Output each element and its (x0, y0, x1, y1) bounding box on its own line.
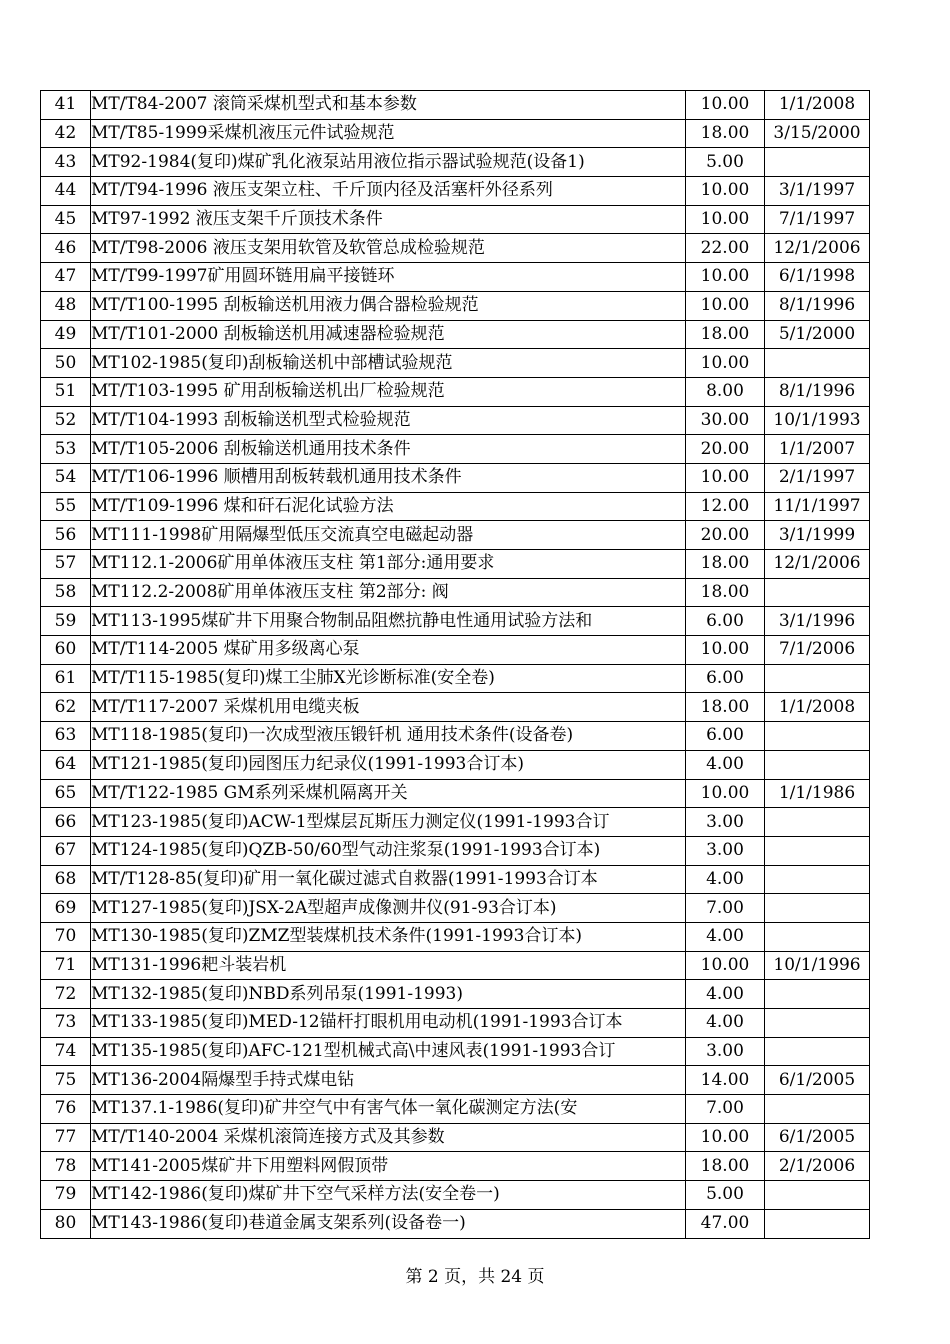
date-cell (765, 1009, 870, 1038)
standard-title: MT118-1985(复印)一次成型液压锻钎机 通用技术条件(设备卷) (91, 722, 686, 751)
standard-title: MT/T140-2004 采煤机滚筒连接方式及其参数 (91, 1123, 686, 1152)
date-cell: 6/1/2005 (765, 1066, 870, 1095)
standard-title: MT/T99-1997矿用圆环链用扁平接链环 (91, 263, 686, 292)
price-cell: 10.00 (686, 951, 765, 980)
price-cell: 10.00 (686, 463, 765, 492)
table-row (41, 205, 870, 234)
table-row (41, 463, 870, 492)
price-cell: 3.00 (686, 1037, 765, 1066)
date-cell (765, 1181, 870, 1210)
row-number: 76 (41, 1095, 91, 1124)
standard-title: MT141-2005煤矿井下用塑料网假顶带 (91, 1152, 686, 1181)
table-row (41, 808, 870, 837)
price-cell: 3.00 (686, 836, 765, 865)
standard-title: MT92-1984(复印)煤矿乳化液泵站用液位指示器试验规范(设备1) (91, 148, 686, 177)
row-number: 72 (41, 980, 91, 1009)
date-cell (765, 148, 870, 177)
standard-title: MT142-1986(复印)煤矿井下空气采样方法(安全卷一) (91, 1181, 686, 1210)
row-number: 80 (41, 1209, 91, 1238)
price-cell: 18.00 (686, 119, 765, 148)
date-cell (765, 980, 870, 1009)
standard-title: MT/T84-2007 滚筒采煤机型式和基本参数 (91, 91, 686, 120)
row-number: 66 (41, 808, 91, 837)
table-row (41, 980, 870, 1009)
table-row (41, 836, 870, 865)
price-cell: 18.00 (686, 320, 765, 349)
table-row (41, 779, 870, 808)
row-number: 79 (41, 1181, 91, 1210)
standard-title: MT/T94-1996 液压支架立柱、千斤顶内径及活塞杆外径系列 (91, 177, 686, 206)
price-cell: 4.00 (686, 922, 765, 951)
date-cell (765, 808, 870, 837)
date-cell: 1/1/1986 (765, 779, 870, 808)
date-cell: 5/1/2000 (765, 320, 870, 349)
row-number: 53 (41, 435, 91, 464)
price-cell: 8.00 (686, 377, 765, 406)
standard-title: MT/T114-2005 煤矿用多级离心泵 (91, 636, 686, 665)
price-cell: 22.00 (686, 234, 765, 263)
price-cell: 4.00 (686, 1009, 765, 1038)
table-row (41, 349, 870, 378)
standard-title: MT121-1985(复印)园图压力纪录仪(1991-1993合订本) (91, 750, 686, 779)
standard-title: MT130-1985(复印)ZMZ型装煤机技术条件(1991-1993合订本) (91, 922, 686, 951)
date-cell: 2/1/1997 (765, 463, 870, 492)
price-cell: 18.00 (686, 550, 765, 579)
row-number: 62 (41, 693, 91, 722)
date-cell: 8/1/1996 (765, 377, 870, 406)
row-number: 56 (41, 521, 91, 550)
standard-title: MT143-1986(复印)巷道金属支架系列(设备卷一) (91, 1209, 686, 1238)
table-row (41, 607, 870, 636)
date-cell (765, 1095, 870, 1124)
row-number: 45 (41, 205, 91, 234)
table-row (41, 693, 870, 722)
row-number: 75 (41, 1066, 91, 1095)
price-cell: 10.00 (686, 177, 765, 206)
row-number: 50 (41, 349, 91, 378)
table-row (41, 578, 870, 607)
standards-table (40, 90, 870, 1239)
row-number: 52 (41, 406, 91, 435)
standard-title: MT/T128-85(复印)矿用一氧化碳过滤式自救器(1991-1993合订本 (91, 865, 686, 894)
row-number: 69 (41, 894, 91, 923)
standard-title: MT/T104-1993 刮板输送机型式检验规范 (91, 406, 686, 435)
date-cell: 3/1/1997 (765, 177, 870, 206)
row-number: 41 (41, 91, 91, 120)
row-number: 46 (41, 234, 91, 263)
table-row (41, 291, 870, 320)
price-cell: 30.00 (686, 406, 765, 435)
price-cell: 4.00 (686, 865, 765, 894)
table-row (41, 664, 870, 693)
table-row (41, 951, 870, 980)
date-cell (765, 1037, 870, 1066)
table-row (41, 234, 870, 263)
table-row (41, 1123, 870, 1152)
table-row (41, 1152, 870, 1181)
standard-title: MT136-2004隔爆型手持式煤电钻 (91, 1066, 686, 1095)
row-number: 68 (41, 865, 91, 894)
table-body (41, 91, 870, 1239)
standard-title: MT123-1985(复印)ACW-1型煤层瓦斯压力测定仪(1991-1993合订 (91, 808, 686, 837)
price-cell: 10.00 (686, 91, 765, 120)
date-cell: 6/1/2005 (765, 1123, 870, 1152)
date-cell (765, 349, 870, 378)
row-number: 49 (41, 320, 91, 349)
table-row (41, 148, 870, 177)
standard-title: MT97-1992 液压支架千斤顶技术条件 (91, 205, 686, 234)
date-cell: 2/1/2006 (765, 1152, 870, 1181)
row-number: 64 (41, 750, 91, 779)
date-cell: 3/1/1999 (765, 521, 870, 550)
price-cell: 12.00 (686, 492, 765, 521)
row-number: 60 (41, 636, 91, 665)
price-cell: 4.00 (686, 750, 765, 779)
table-row (41, 1209, 870, 1238)
date-cell: 8/1/1996 (765, 291, 870, 320)
row-number: 55 (41, 492, 91, 521)
price-cell: 18.00 (686, 578, 765, 607)
standard-title: MT/T100-1995 刮板输送机用液力偶合器检验规范 (91, 291, 686, 320)
table-row (41, 91, 870, 120)
page-footer: 第 2 页，共 24 页 (405, 1267, 545, 1287)
standard-title: MT127-1985(复印)JSX-2A型超声成像测井仪(91-93合订本) (91, 894, 686, 923)
row-number: 57 (41, 550, 91, 579)
row-number: 42 (41, 119, 91, 148)
date-cell: 3/1/1996 (765, 607, 870, 636)
standard-title: MT/T115-1985(复印)煤工尘肺X光诊断标准(安全卷) (91, 664, 686, 693)
date-cell (765, 722, 870, 751)
table-row (41, 177, 870, 206)
price-cell: 10.00 (686, 1123, 765, 1152)
table-row (41, 1037, 870, 1066)
row-number: 48 (41, 291, 91, 320)
standard-title: MT124-1985(复印)QZB-50/60型气动注浆泵(1991-1993合订本) (91, 836, 686, 865)
price-cell: 5.00 (686, 148, 765, 177)
standard-title: MT111-1998矿用隔爆型低压交流真空电磁起动器 (91, 521, 686, 550)
date-cell (765, 664, 870, 693)
date-cell: 3/15/2000 (765, 119, 870, 148)
date-cell: 7/1/1997 (765, 205, 870, 234)
date-cell: 11/1/1997 (765, 492, 870, 521)
row-number: 61 (41, 664, 91, 693)
date-cell: 12/1/2006 (765, 550, 870, 579)
price-cell: 14.00 (686, 1066, 765, 1095)
standard-title: MT/T122-1985 GM系列采煤机隔离开关 (91, 779, 686, 808)
price-cell: 4.00 (686, 980, 765, 1009)
table-row (41, 550, 870, 579)
standard-title: MT113-1995煤矿井下用聚合物制品阻燃抗静电性通用试验方法和 (91, 607, 686, 636)
standard-title: MT/T117-2007 采煤机用电缆夹板 (91, 693, 686, 722)
table-row (41, 377, 870, 406)
standard-title: MT133-1985(复印)MED-12锚杆打眼机用电动机(1991-1993合订本 (91, 1009, 686, 1038)
date-cell: 1/1/2008 (765, 91, 870, 120)
date-cell (765, 894, 870, 923)
standard-title: MT/T106-1996 顺槽用刮板转载机通用技术条件 (91, 463, 686, 492)
table-row (41, 1009, 870, 1038)
table-row (41, 922, 870, 951)
standard-title: MT/T101-2000 刮板输送机用减速器检验规范 (91, 320, 686, 349)
standard-title: MT/T85-1999采煤机液压元件试验规范 (91, 119, 686, 148)
table-row (41, 722, 870, 751)
price-cell: 10.00 (686, 349, 765, 378)
price-cell: 6.00 (686, 722, 765, 751)
row-number: 74 (41, 1037, 91, 1066)
standard-title: MT/T109-1996 煤和矸石泥化试验方法 (91, 492, 686, 521)
table-row (41, 1181, 870, 1210)
date-cell: 7/1/2006 (765, 636, 870, 665)
row-number: 77 (41, 1123, 91, 1152)
table-row (41, 521, 870, 550)
date-cell: 1/1/2008 (765, 693, 870, 722)
price-cell: 10.00 (686, 205, 765, 234)
price-cell: 20.00 (686, 521, 765, 550)
table-row (41, 406, 870, 435)
row-number: 70 (41, 922, 91, 951)
standard-title: MT135-1985(复印)AFC-121型机械式高\中速风表(1991-1993合订 (91, 1037, 686, 1066)
standard-title: MT/T98-2006 液压支架用软管及软管总成检验规范 (91, 234, 686, 263)
price-cell: 3.00 (686, 808, 765, 837)
date-cell (765, 750, 870, 779)
price-cell: 20.00 (686, 435, 765, 464)
date-cell: 1/1/2007 (765, 435, 870, 464)
price-cell: 47.00 (686, 1209, 765, 1238)
price-cell: 6.00 (686, 607, 765, 636)
date-cell: 10/1/1996 (765, 951, 870, 980)
table-row (41, 320, 870, 349)
standard-title: MT131-1996耙斗装岩机 (91, 951, 686, 980)
standard-title: MT112.2-2008矿用单体液压支柱 第2部分: 阀 (91, 578, 686, 607)
row-number: 73 (41, 1009, 91, 1038)
standard-title: MT112.1-2006矿用单体液压支柱 第1部分:通用要求 (91, 550, 686, 579)
table-row (41, 865, 870, 894)
price-cell: 6.00 (686, 664, 765, 693)
table-row (41, 636, 870, 665)
table-row (41, 894, 870, 923)
price-cell: 5.00 (686, 1181, 765, 1210)
price-cell: 10.00 (686, 779, 765, 808)
row-number: 63 (41, 722, 91, 751)
price-cell: 10.00 (686, 291, 765, 320)
row-number: 44 (41, 177, 91, 206)
date-cell: 12/1/2006 (765, 234, 870, 263)
table-row (41, 1066, 870, 1095)
standard-title: MT132-1985(复印)NBD系列吊泵(1991-1993) (91, 980, 686, 1009)
price-cell: 7.00 (686, 894, 765, 923)
price-cell: 7.00 (686, 1095, 765, 1124)
date-cell (765, 922, 870, 951)
date-cell (765, 578, 870, 607)
price-cell: 18.00 (686, 1152, 765, 1181)
standard-title: MT102-1985(复印)刮板输送机中部槽试验规范 (91, 349, 686, 378)
date-cell (765, 836, 870, 865)
table-row (41, 435, 870, 464)
row-number: 51 (41, 377, 91, 406)
table-row (41, 750, 870, 779)
standard-title: MT137.1-1986(复印)矿井空气中有害气体一氧化碳测定方法(安 (91, 1095, 686, 1124)
price-cell: 10.00 (686, 636, 765, 665)
table-row (41, 119, 870, 148)
table-row (41, 492, 870, 521)
date-cell (765, 865, 870, 894)
standard-title: MT/T103-1995 矿用刮板输送机出厂检验规范 (91, 377, 686, 406)
standard-title: MT/T105-2006 刮板输送机通用技术条件 (91, 435, 686, 464)
row-number: 59 (41, 607, 91, 636)
row-number: 71 (41, 951, 91, 980)
row-number: 67 (41, 836, 91, 865)
table-row (41, 1095, 870, 1124)
date-cell: 6/1/1998 (765, 263, 870, 292)
price-cell: 10.00 (686, 263, 765, 292)
table-row (41, 263, 870, 292)
row-number: 78 (41, 1152, 91, 1181)
row-number: 54 (41, 463, 91, 492)
row-number: 58 (41, 578, 91, 607)
date-cell (765, 1209, 870, 1238)
row-number: 65 (41, 779, 91, 808)
row-number: 43 (41, 148, 91, 177)
price-cell: 18.00 (686, 693, 765, 722)
row-number: 47 (41, 263, 91, 292)
date-cell: 10/1/1993 (765, 406, 870, 435)
